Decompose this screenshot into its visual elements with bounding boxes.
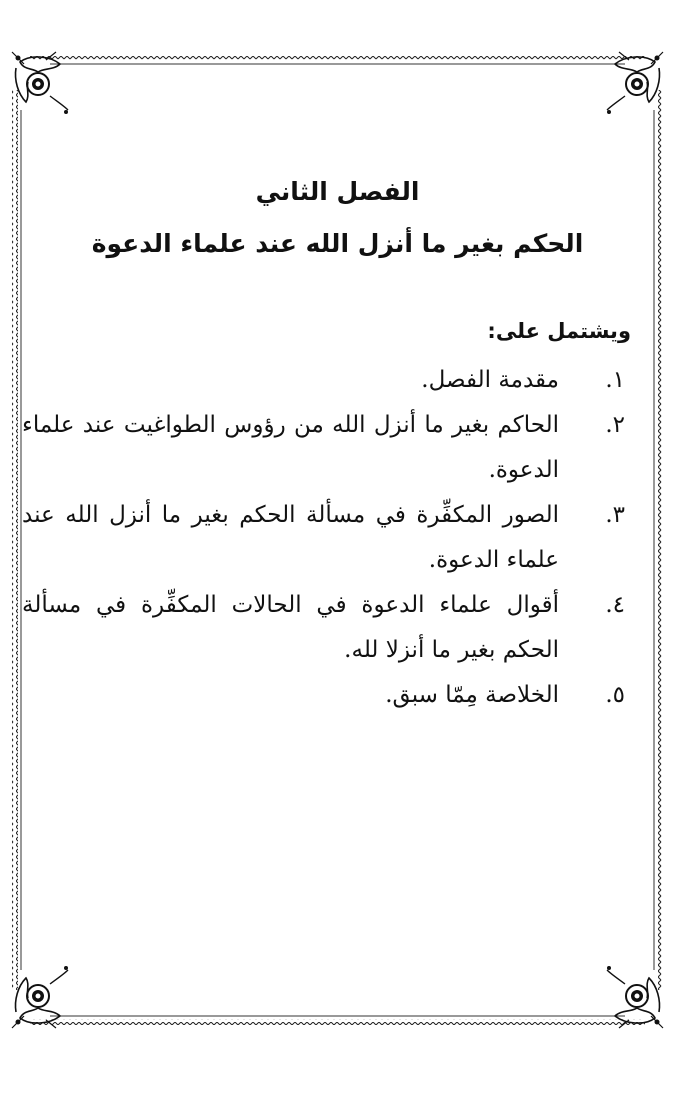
- intro-heading: ويشتمل على:: [487, 319, 631, 343]
- item-number: ٥.: [605, 682, 625, 708]
- list-item: [20, 358, 655, 403]
- page-content: [20, 170, 655, 718]
- item-number: ١.: [605, 367, 625, 393]
- item-text: مقدمة الفصل.: [421, 367, 559, 393]
- list-item: [20, 493, 655, 583]
- list-item: [20, 403, 655, 493]
- item-text: الخلاصة مِمّا سبق.: [385, 682, 559, 708]
- corner-ornament-icon-bottom-left: [12, 966, 68, 1028]
- list-item: [20, 583, 655, 673]
- item-number: ٢.: [605, 412, 625, 438]
- contents-list: [20, 358, 655, 718]
- item-text: الحاكم بغير ما أنزل الله من رؤوس الطواغيت عند علماء الدعوة.: [22, 412, 559, 483]
- item-number: ٤.: [605, 592, 625, 618]
- item-text: أقوال علماء الدعوة في الحالات المكفِّرة في مسألة الحكم بغير ما أنزلا لله.: [22, 592, 559, 663]
- item-text: الصور المكفِّرة في مسألة الحكم بغير ما أنزل الله عند علماء الدعوة.: [22, 502, 559, 573]
- chapter-title: الفصل الثاني: [255, 177, 420, 206]
- chapter-subtitle: الحكم بغير ما أنزل الله عند علماء الدعوة: [91, 229, 584, 258]
- item-number: ٣.: [605, 502, 625, 528]
- corner-ornament-icon-top-right: [607, 52, 663, 114]
- corner-ornament-icon-top-left: [12, 52, 68, 114]
- corner-ornament-icon-bottom-right: [607, 966, 663, 1028]
- list-item: [20, 673, 655, 718]
